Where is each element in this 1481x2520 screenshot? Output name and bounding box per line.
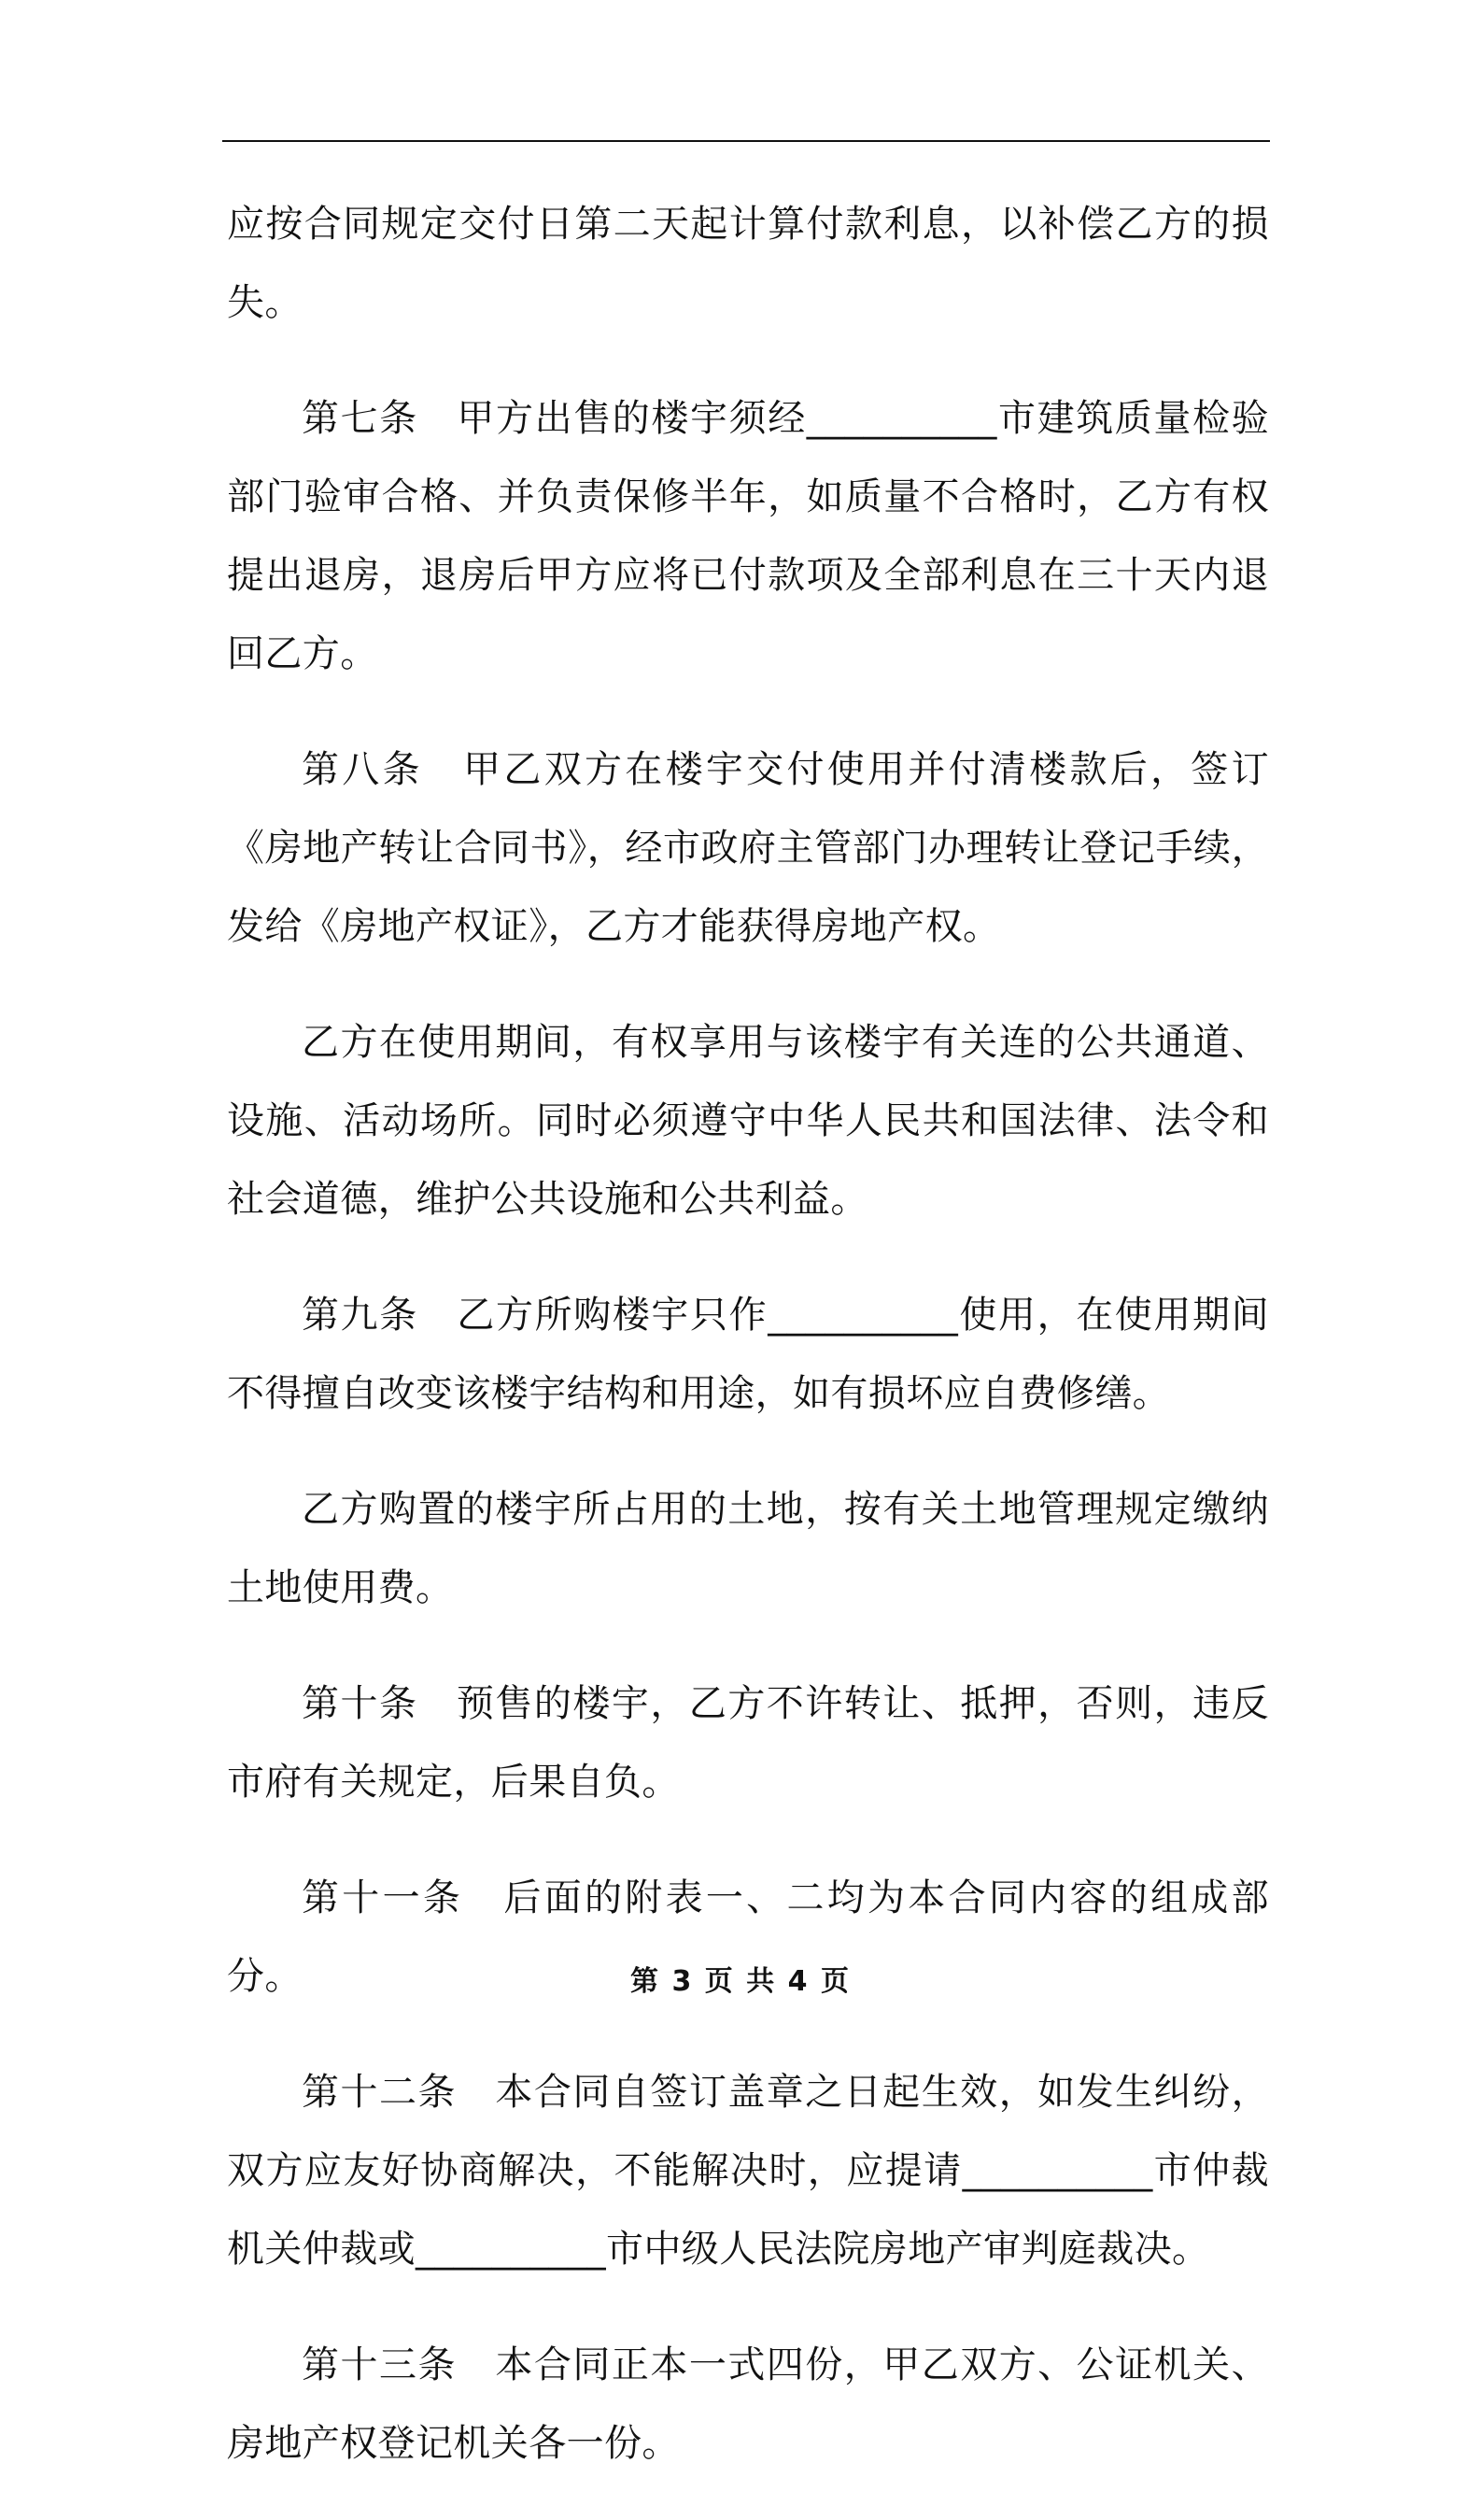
paragraph-article-12: 第十二条 本合同自签订盖章之日起生效，如发生纠纷，双方应友好协商解决，不能解决时，应提请__________市仲裁机关仲裁或__________市中级人民法院房地产审判庭裁决。 [227, 2071, 1269, 2271]
paragraph-article-13: 第十三条 本合同正本一式四份，甲乙双方、公证机关、房地产权登记机关各一份。 [227, 2343, 1269, 2465]
paragraph-public-use: 乙方在使用期间，有权享用与该楼宇有关连的公共通道、设施、活动场所。同时必须遵守中华人民共和国法律、法令和社会道德，维护公共设施和公共利益。 [227, 1021, 1269, 1221]
header-rule [222, 140, 1270, 142]
paragraph-article-10: 第十条 预售的楼宇，乙方不许转让、抵押，否则，违反市府有关规定，后果自负。 [227, 1682, 1269, 1804]
contract-body [227, 185, 1269, 2520]
paragraph-article-11: 第十一条 后面的附表一、二均为本合同内容的组成部分。 [227, 1876, 1269, 1998]
paragraph-land-fee: 乙方购置的楼宇所占用的土地，按有关土地管理规定缴纳土地使用费。 [227, 1488, 1269, 1609]
page-number: 第 3 页 共 4 页 [630, 1965, 851, 1998]
paragraph-payment-interest: 应按合同规定交付日第二天起计算付款利息，以补偿乙方的损失。 [227, 203, 1269, 324]
paragraph-article-7: 第七条 甲方出售的楼宇须经__________市建筑质量检验部门验审合格、并负责保修半年，如质量不合格时，乙方有权提出退房，退房后甲方应将已付款项及全部利息在三十天内退回乙方。 [227, 397, 1269, 675]
paragraph-article-9: 第九条 乙方所购楼宇只作__________使用，在使用期间不得擅自改变该楼宇结构和用途，如有损坏应自费修缮。 [227, 1294, 1269, 1415]
paragraph-article-8: 第八条 甲乙双方在楼宇交付使用并付清楼款后，签订《房地产转让合同书》，经市政府主管部门办理转让登记手续，发给《房地产权证》，乙方才能获得房地产权。 [227, 748, 1269, 948]
